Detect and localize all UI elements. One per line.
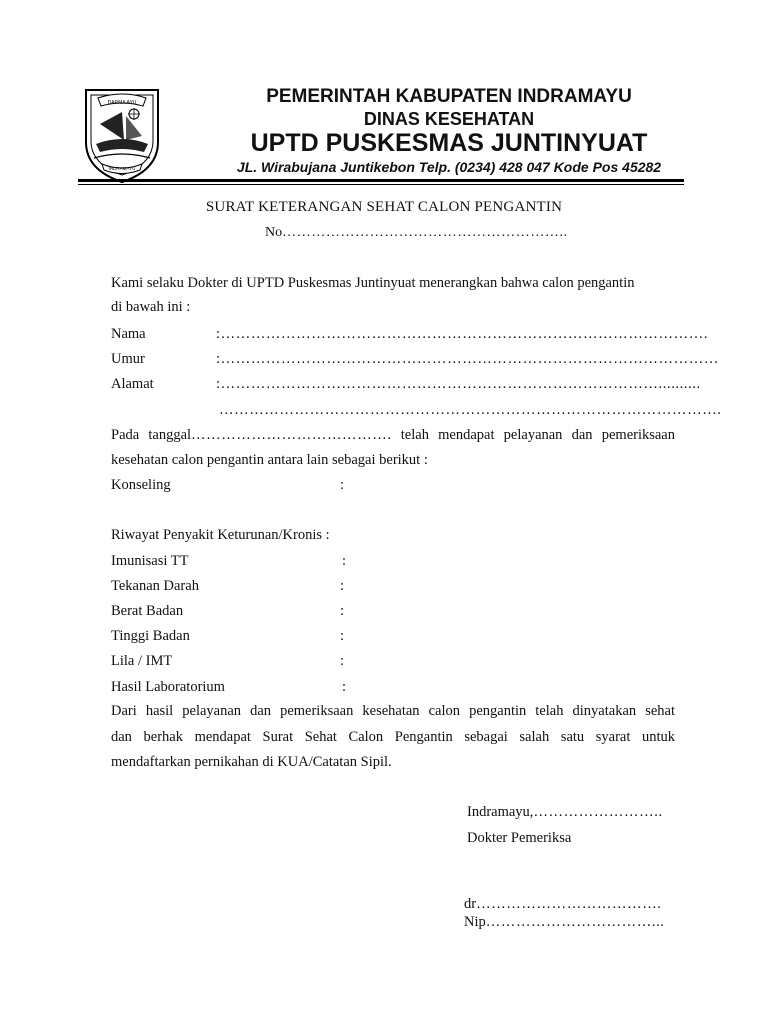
age-field[interactable]: :………………………………………………………………………………………	[216, 351, 719, 367]
doctor-name-field[interactable]: ……………………………….	[476, 896, 662, 912]
doctor-name-line	[464, 895, 662, 913]
height-colon: :	[340, 628, 345, 644]
signature-role: Dokter Pemeriksa	[467, 830, 572, 846]
logo-banner-bottom: INDRAMAYU	[108, 166, 136, 171]
intro-line-2: di bawah ini :	[111, 299, 191, 315]
address-field-continued[interactable]: ……………………………………………………………………………………….	[219, 402, 722, 418]
nip-label: Nip	[464, 914, 486, 930]
number-label: No	[265, 225, 283, 240]
history-label: Riwayat Penyakit Keturunan/Kronis :	[111, 527, 330, 543]
nip-line	[464, 913, 665, 931]
signature-place: Indramayu,	[467, 804, 534, 820]
address-field[interactable]: :……………………………………………………………………………..........	[216, 376, 701, 392]
immunization-label: Imunisasi TT	[111, 553, 189, 569]
conclusion-line-3: mendaftarkan pernikahan di KUA/Catatan Sipil.	[111, 754, 392, 770]
doctor-label: dr	[464, 896, 477, 912]
logo-banner-top: DARMA AYU	[107, 100, 137, 106]
government-heading: PEMERINTAH KABUPATEN INDRAMAYU	[266, 86, 632, 107]
weight-label: Berat Badan	[111, 603, 184, 619]
institution-heading: UPTD PUSKESMAS JUNTINYUAT	[250, 129, 648, 157]
lab-results-label: Hasil Laboratorium	[111, 679, 225, 695]
age-label: Umur	[111, 351, 145, 367]
name-field[interactable]: :…………………………………………………………………………………….	[216, 326, 709, 342]
service-line-2: kesehatan calon pengantin antara lain sebagai berikut :	[111, 452, 428, 468]
immunization-colon: :	[342, 553, 347, 569]
nip-field[interactable]: ……………………………...	[485, 914, 665, 930]
blood-pressure-label: Tekanan Darah	[111, 578, 199, 594]
intro-line-1: Kami selaku Dokter di UPTD Puskesmas Juntinyuat menerangkan bahwa calon pengantin	[111, 275, 635, 291]
counseling-label: Konseling	[111, 477, 171, 493]
document-title: SURAT KETERANGAN SEHAT CALON PENGANTIN	[205, 199, 563, 215]
number-field[interactable]: …………………………………………………..	[282, 225, 568, 240]
regency-emblem-logo	[80, 84, 164, 184]
document-number	[265, 225, 568, 241]
department-heading: DINAS KESEHATAN	[363, 109, 535, 129]
address-label: Alamat	[111, 376, 154, 392]
address-line: JL. Wirabujana Juntikebon Telp. (0234) 428 047 Kode Pos 45282	[236, 159, 662, 175]
weight-colon: :	[340, 603, 345, 619]
signature-date-field[interactable]: ……………………..	[533, 804, 663, 820]
signature-place-date	[467, 803, 663, 821]
letterhead-rule-thick	[78, 179, 684, 182]
blood-pressure-colon: :	[340, 578, 345, 594]
service-date-label: Pada tanggal	[111, 427, 192, 443]
service-date-text: telah mendapat pelayanan dan pemeriksaan	[400, 427, 675, 443]
letterhead-rule-thin	[78, 184, 684, 185]
lab-results-colon: :	[342, 679, 347, 695]
height-label: Tinggi Badan	[111, 628, 190, 644]
conclusion-line-1: Dari hasil pelayanan dan pemeriksaan kesehatan calon pengantin telah dinyatakan sehat	[111, 703, 675, 719]
counseling-colon: :	[340, 477, 345, 493]
name-label: Nama	[111, 326, 146, 342]
service-date-field[interactable]: ………………………………….	[191, 427, 392, 443]
conclusion-line-2: dan berhak mendapat Surat Sehat Calon Pengantin sebagai salah satu syarat untuk	[111, 729, 675, 745]
service-date-line	[111, 426, 675, 444]
lila-imt-label: Lila / IMT	[111, 653, 173, 669]
lila-imt-colon: :	[340, 653, 345, 669]
